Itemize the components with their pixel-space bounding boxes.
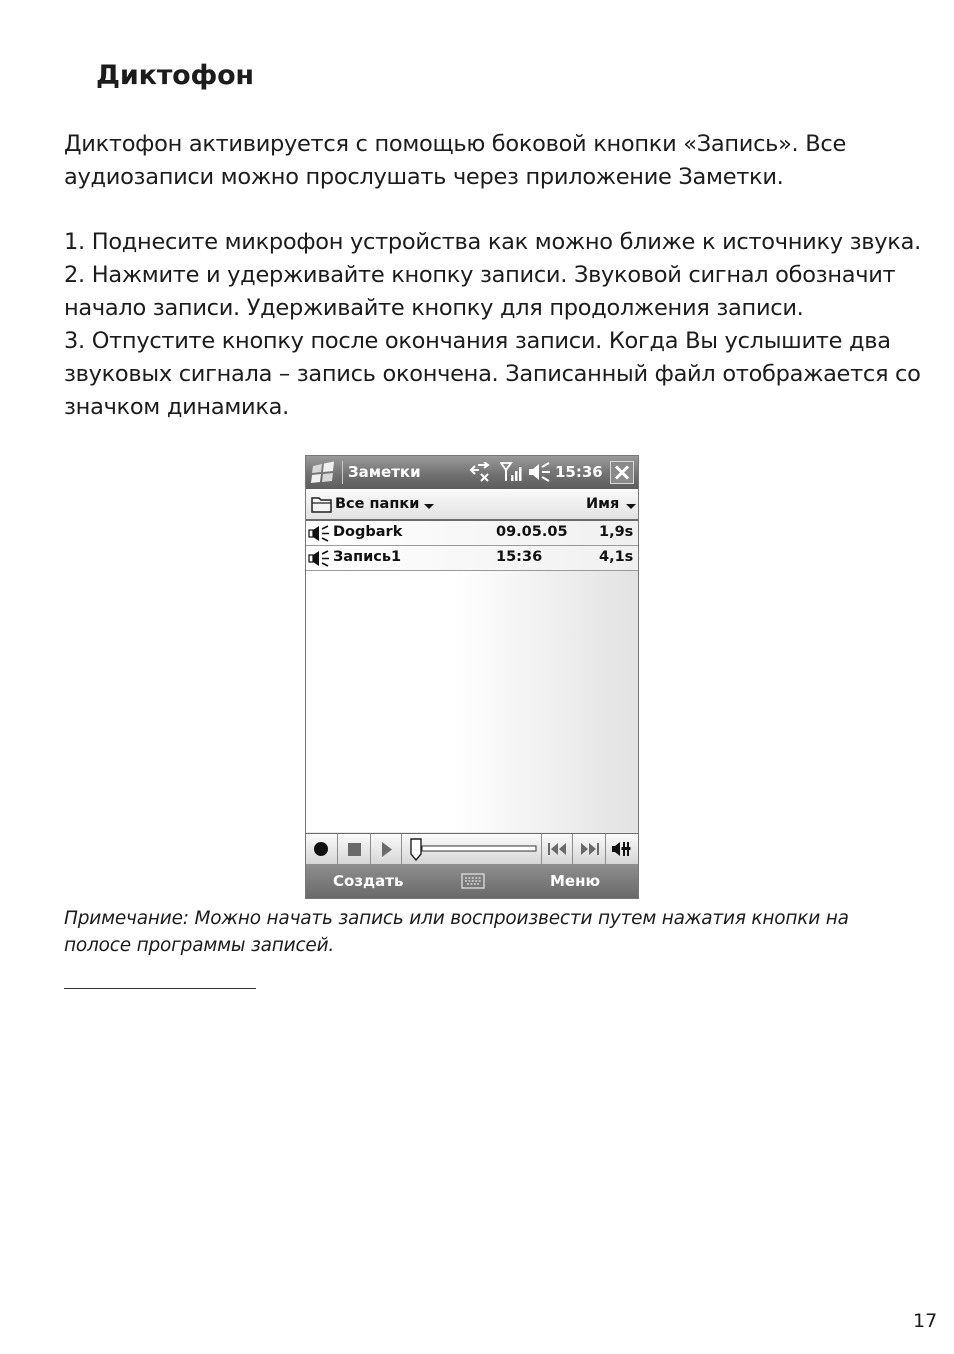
- record-button[interactable]: [306, 834, 338, 864]
- recording-toolbar: [306, 833, 638, 864]
- footnote-divider: [64, 988, 256, 989]
- folder-icon: [311, 495, 333, 513]
- step-line: начало записи. Удерживайте кнопку для продолжения записи.: [64, 295, 804, 321]
- note-text: [64, 905, 924, 959]
- slider-track-icon: [408, 837, 538, 862]
- step-line: 1. Поднесите микрофон устройства как можно ближе к источнику звука.: [64, 229, 921, 255]
- step-line: звуковых сигнала – запись окончена. Записанный файл отображается со: [64, 361, 921, 387]
- create-softkey[interactable]: Создать: [333, 872, 404, 890]
- close-button[interactable]: [610, 461, 634, 484]
- play-icon: [381, 841, 393, 858]
- steps-list: [64, 226, 924, 424]
- page-number: 17: [913, 1310, 938, 1332]
- note-line: Примечание: Можно начать запись или воспроизвести путем нажатия кнопки на: [64, 908, 849, 929]
- close-icon: [611, 462, 633, 483]
- stop-icon: [347, 842, 362, 857]
- file-date: 09.05.05: [496, 524, 568, 540]
- intro-paragraph: [64, 128, 924, 194]
- step-line: значком динамика.: [64, 394, 289, 420]
- intro-line: Диктофон активируется с помощью боковой кнопки «Запись». Все: [64, 131, 847, 157]
- folder-filter-dropdown[interactable]: Все папки: [335, 496, 420, 512]
- play-button[interactable]: [371, 834, 402, 864]
- record-icon: [313, 841, 329, 857]
- device-screenshot: [305, 455, 639, 899]
- speaker-icon: [308, 525, 332, 542]
- connectivity-icon[interactable]: [469, 462, 491, 482]
- next-button[interactable]: [573, 834, 606, 864]
- step-line: 3. Отпустите кнопку после окончания записи. Когда Вы услышите два: [64, 328, 891, 354]
- speaker-icon: [308, 550, 332, 567]
- clock: 15:36: [555, 463, 603, 481]
- file-date: 15:36: [496, 549, 543, 565]
- step-line: 2. Нажмите и удерживайте кнопку записи. Звуковой сигнал обозначит: [64, 262, 896, 288]
- chevron-down-icon[interactable]: [626, 504, 636, 509]
- file-duration: 1,9s: [599, 524, 634, 540]
- next-icon: [579, 842, 600, 856]
- list-item[interactable]: [306, 521, 638, 546]
- file-name: Dogbark: [333, 524, 403, 540]
- note-line: полосе программы записей.: [64, 935, 335, 956]
- signal-icon[interactable]: [500, 462, 522, 482]
- previous-button[interactable]: [542, 834, 573, 864]
- sort-dropdown[interactable]: Имя: [586, 496, 620, 512]
- volume-slider[interactable]: [402, 834, 542, 864]
- title-bar: [306, 456, 638, 489]
- list-item[interactable]: [306, 546, 638, 571]
- filter-bar: [306, 489, 638, 521]
- menu-bar: [306, 864, 638, 898]
- file-duration: 4,1s: [599, 549, 634, 565]
- speaker-volume-icon: [611, 840, 633, 858]
- volume-icon[interactable]: [527, 462, 551, 482]
- app-title: Заметки: [348, 463, 421, 481]
- menu-softkey[interactable]: Меню: [550, 872, 601, 890]
- keyboard-icon[interactable]: [461, 873, 485, 889]
- page-heading: Диктофон: [96, 60, 254, 91]
- stop-button[interactable]: [338, 834, 371, 864]
- chevron-down-icon[interactable]: [424, 504, 434, 509]
- speaker-volume-button[interactable]: [606, 834, 638, 864]
- previous-icon: [547, 842, 568, 856]
- title-separator: [342, 461, 343, 484]
- file-list: [306, 521, 638, 832]
- file-name: Запись1: [333, 549, 402, 565]
- intro-line: аудиозаписи можно прослушать через приложение Заметки.: [64, 164, 784, 190]
- windows-start-icon[interactable]: [309, 460, 339, 485]
